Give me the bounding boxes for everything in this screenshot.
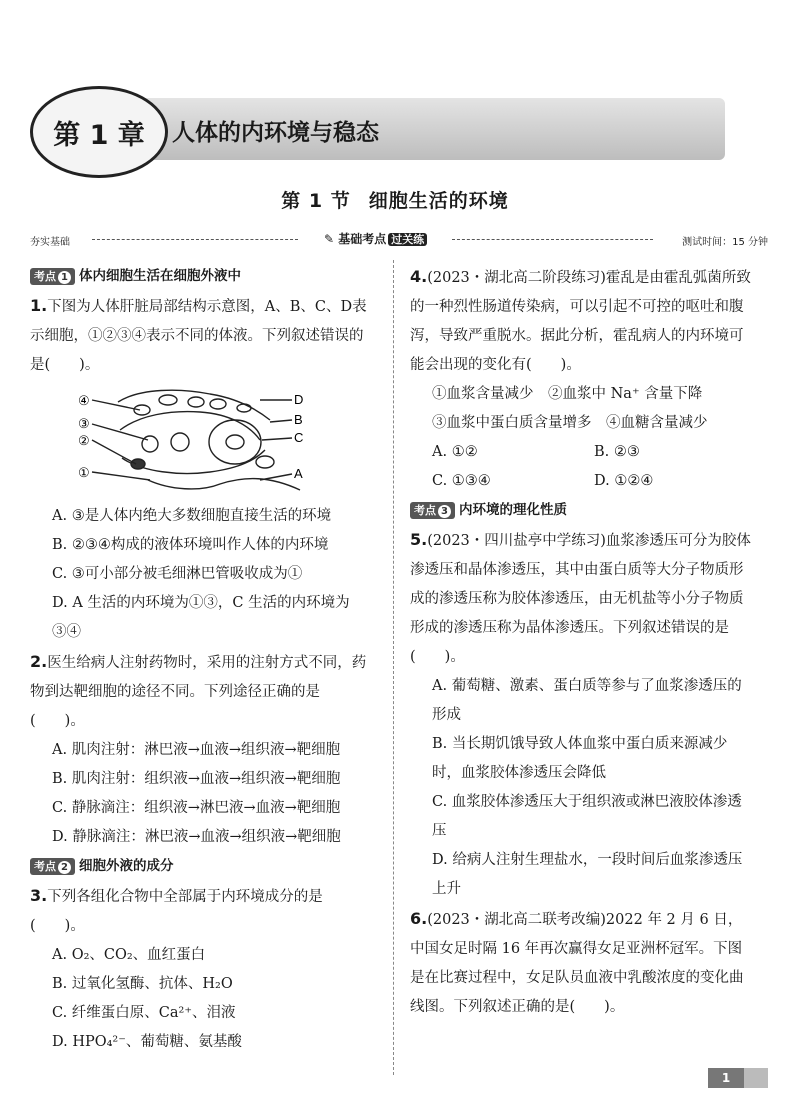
diagram-label-2: ② xyxy=(78,434,90,449)
question-stem: 医生给病人注射药物时，采用的注射方式不同，药物到达靶细胞的途径不同。下列途径正确的是( )。 xyxy=(30,655,367,729)
statement-items: ③血浆中蛋白质含量增多 ④血糖含量减少 xyxy=(432,415,708,431)
diagram-label-B: B xyxy=(294,412,303,427)
column-divider xyxy=(393,260,394,1075)
option-row xyxy=(410,467,756,496)
question-stem: 下图为人体肝脏局部结构示意图，A、B、C、D表示细胞，①②③④表示不同的体液。下列叙述错误的是( )。 xyxy=(30,299,367,373)
option: C. 纤维蛋白原、Ca²⁺、泪液 xyxy=(52,1005,236,1021)
section-name: 细胞生活的环境 xyxy=(368,190,509,212)
section-number: 第 1 节 xyxy=(281,190,351,212)
option: A. ③是人体内绝大多数细胞直接生活的环境 xyxy=(52,508,332,524)
question-3 xyxy=(30,881,370,941)
right-column xyxy=(410,262,756,1022)
kp-tag: 考点 1 xyxy=(30,268,75,285)
diagram-lymph-vessel xyxy=(148,479,300,490)
question-stem: (2023・四川盐亭中学练习)血浆渗透压可分为胶体渗透压和晶体渗透压，其中由蛋白质等大分子物质形成的渗透压称为胶体渗透压，由无机盐等小分子物质形成的渗透压称为晶体渗透压。下列叙述错误的是( )。 xyxy=(410,533,751,665)
option: B. 过氧化氢酶、抗体、H₂O xyxy=(52,976,233,992)
question-5 xyxy=(410,525,756,672)
statement-items: ①血浆含量减少 ②血浆中 Na⁺ 含量下降 xyxy=(432,386,703,402)
chapter-badge: 第 1 章 xyxy=(30,86,168,178)
option: B. ②③ xyxy=(594,444,640,460)
option: D. 静脉滴注：淋巴液→血液→组织液→靶细胞 xyxy=(52,829,341,845)
kp-title: 内环境的理化性质 xyxy=(459,502,567,518)
exercise-strip xyxy=(22,230,768,250)
option: A. 葡萄糖、激素、蛋白质等参与了血浆渗透压的形成 xyxy=(432,678,742,723)
option: D. HPO₄²⁻、葡萄糖、氨基酸 xyxy=(52,1034,242,1050)
strip-center-label: ✎ 基础考点 过关练 xyxy=(324,230,427,247)
question-number: 2. xyxy=(30,652,48,671)
strip-test-time: 测试时间：15 分钟 xyxy=(682,237,768,248)
diagram-svg xyxy=(30,380,370,502)
option: D. A 生活的内环境为①③，C 生活的内环境为③④ xyxy=(52,595,350,640)
question-number: 6. xyxy=(410,909,428,928)
question-number: 3. xyxy=(30,886,48,905)
option-row xyxy=(410,438,756,467)
kp-tag: 考点 3 xyxy=(410,502,455,519)
strip-center-text: 基础考点 xyxy=(338,232,387,246)
option: C. 血浆胶体渗透压大于组织液或淋巴液胶体渗透压 xyxy=(432,794,742,839)
diagram-label-C: C xyxy=(294,430,304,445)
option: D. ①②④ xyxy=(594,473,654,489)
page-tab xyxy=(744,1068,768,1088)
question-stem: (2023・湖北高二阶段练习)霍乱是由霍乱弧菌所致的一种烈性肠道传染病，可以引起不可控的呕吐和腹泻，导致严重脱水。据此分析，霍乱病人的内环境可能会出现的变化有( )。 xyxy=(410,270,751,373)
diagram-label-A: A xyxy=(294,466,303,481)
question-6 xyxy=(410,904,756,1022)
question-1 xyxy=(30,291,370,380)
option: C. 静脉滴注：组织液→淋巴液→血液→靶细胞 xyxy=(52,800,341,816)
diagram-cell-B xyxy=(209,420,261,464)
question-number: 5. xyxy=(410,530,428,549)
kp-title: 细胞外液的成分 xyxy=(79,858,174,874)
option: D. 给病人注射生理盐水，一段时间后血浆渗透压上升 xyxy=(432,852,743,897)
diagram-label-4: ④ xyxy=(78,394,90,409)
option: A. 肌肉注射：淋巴液→血液→组织液→靶细胞 xyxy=(52,742,341,758)
liver-structure-diagram xyxy=(30,380,370,502)
option: C. ③可小部分被毛细淋巴管吸收成为① xyxy=(52,566,303,582)
option: B. 肌肉注射：组织液→血液→组织液→靶细胞 xyxy=(52,771,341,787)
kp-tag: 考点 2 xyxy=(30,858,75,875)
knowledge-point-3 xyxy=(410,496,756,525)
question-2 xyxy=(30,647,370,736)
option: A. ①② xyxy=(432,444,478,460)
diagram-nucleus xyxy=(226,435,244,449)
strip-dash-right xyxy=(452,239,653,240)
knowledge-point-2 xyxy=(30,852,370,881)
question-4 xyxy=(410,262,756,380)
option: C. ①③④ xyxy=(432,473,491,489)
diagram-blood-cell xyxy=(171,433,189,451)
diagram-label-1: ① xyxy=(78,466,90,481)
page-number: 1 xyxy=(708,1068,744,1088)
diagram-label-D: D xyxy=(294,392,304,407)
question-number: 4. xyxy=(410,267,428,286)
option: B. ②③④构成的液体环境叫作人体的内环境 xyxy=(52,537,329,553)
left-column xyxy=(30,262,370,1057)
kp-title: 体内细胞生活在细胞外液中 xyxy=(79,268,241,284)
strip-left-label: 夯实基础 xyxy=(30,237,70,248)
knowledge-point-1 xyxy=(30,262,370,291)
question-number: 1. xyxy=(30,296,48,315)
strip-center-tag: 过关练 xyxy=(388,233,427,246)
option: A. O₂、CO₂、血红蛋白 xyxy=(52,947,206,963)
diagram-label-3: ③ xyxy=(78,417,90,432)
option: B. 当长期饥饿导致人体血浆中蛋白质来源减少时，血浆胶体渗透压会降低 xyxy=(432,736,728,781)
question-stem: 下列各组化合物中全部属于内环境成分的是( )。 xyxy=(30,889,323,934)
chapter-title: 人体的内环境与稳态 xyxy=(172,120,379,146)
question-stem: (2023・湖北高二联考改编)2022 年 2 月 6 日，中国女足时隔 16 年再次赢得女足亚洲杯冠军。下图是在比赛过程中，女足队员血液中乳酸浓度的变化曲线图。下列叙述正确的是( )。 xyxy=(410,912,744,1015)
section-title xyxy=(0,186,790,213)
strip-dash-left xyxy=(92,239,298,240)
